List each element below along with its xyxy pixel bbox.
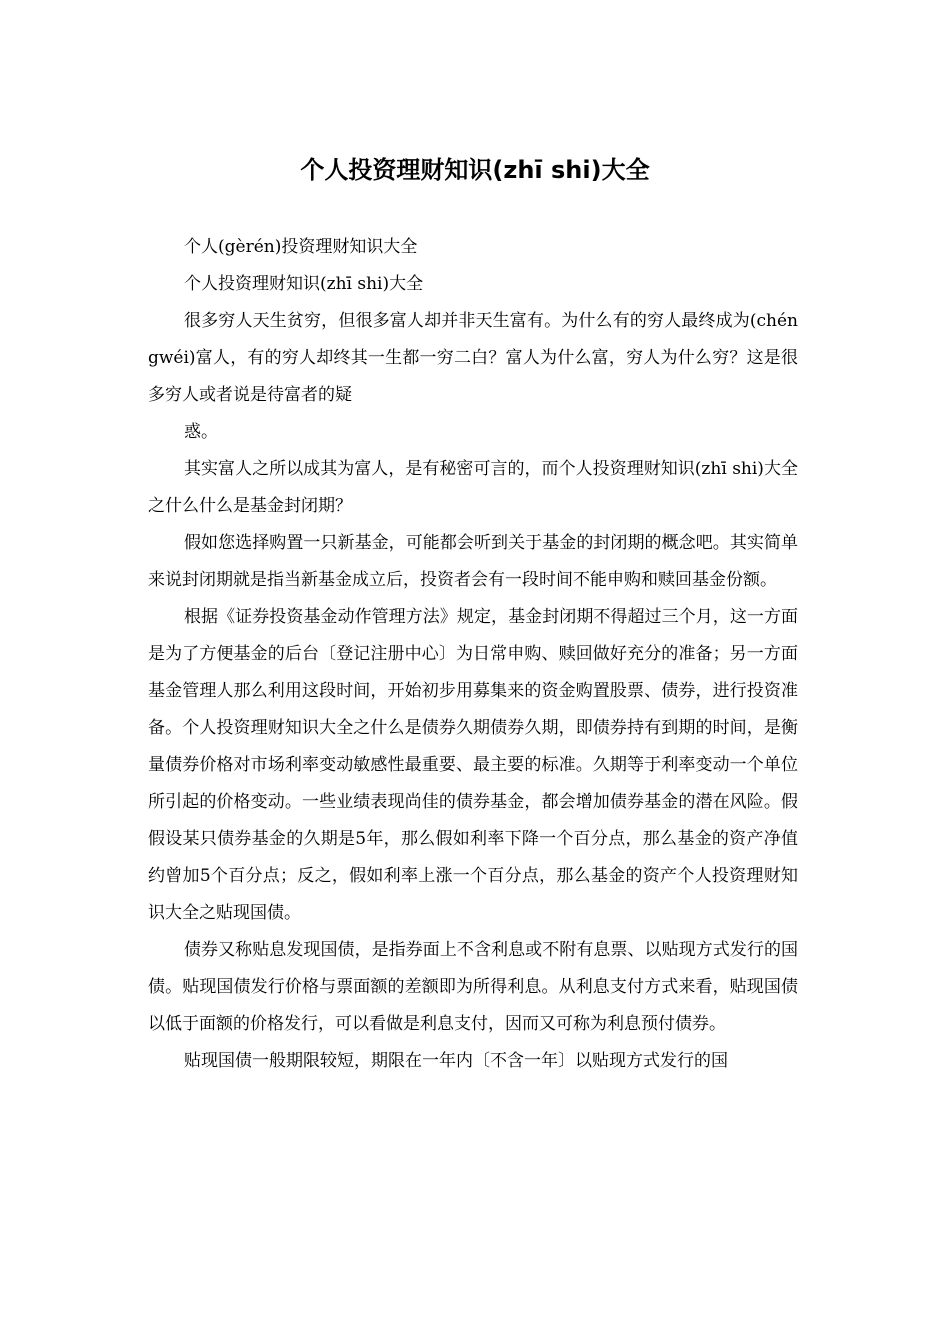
paragraph: 根据《证券投资基金动作管理方法》规定，基金封闭期不得超过三个月，这一方面是为了方便基金的后台〔登记注册中心〕为日常申购、赎回做好充分的准备；另一方面基金管理人那么利用这段时间，开始初步用募集来的资金购置股票、债券，进行投资准备。个人投资理财知识大全之什么是债券久期债券久期，即债券持有到期的时间，是衡量债券价格对市场利率变动敏感性最重要、最主要的标准。久期等于利率变动一个单位所引起的价格变动。一些业绩表现尚佳的债券基金，都会增加债券基金的潜在风险。假假设某只债券基金的久期是5年，那么假如利率下降一个百分点，那么基金的资产净值约曾加5个百分点；反之，假如利率上涨一个百分点，那么基金的资产个人投资理财知识大全之贴现国债。 (148, 607, 798, 923)
paragraph: 其实富人之所以成其为富人，是有秘密可言的，而个人投资理财知识(zhī shi)大全之什么什么是基金封闭期？ (148, 459, 798, 516)
document-title: 个人投资理财知识(zhī shi)大全 (300, 156, 650, 184)
document-body (148, 229, 798, 1080)
paragraph: 假如您选择购置一只新基金，可能都会听到关于基金的封闭期的概念吧。其实简单来说封闭期就是指当新基金成立后，投资者会有一段时间不能申购和赎回基金份额。 (148, 533, 798, 590)
paragraph: 贴现国债一般期限较短，期限在一年内〔不含一年〕以贴现方式发行的国 (184, 1051, 728, 1071)
paragraph: 个人投资理财知识(zhī shi)大全 (184, 274, 424, 294)
paragraph: 个人(gèrén)投资理财知识大全 (184, 237, 418, 257)
paragraph: 惑。 (184, 422, 218, 442)
paragraph: 很多穷人天生贫穷，但很多富人却并非天生富有。为什么有的穷人最终成为(chéngwéi)富人，有的穷人却终其一生都一穷二白？富人为什么富，穷人为什么穷？这是很多穷人或者说是待富者的疑 (148, 311, 798, 405)
paragraph: 债券又称贴息发现国债，是指券面上不含利息或不附有息票、以贴现方式发行的国债。贴现国债发行价格与票面额的差额即为所得利息。从利息支付方式来看，贴现国债以低于面额的价格发行，可以看做是利息支付，因而又可称为利息预付债券。 (148, 940, 798, 1034)
